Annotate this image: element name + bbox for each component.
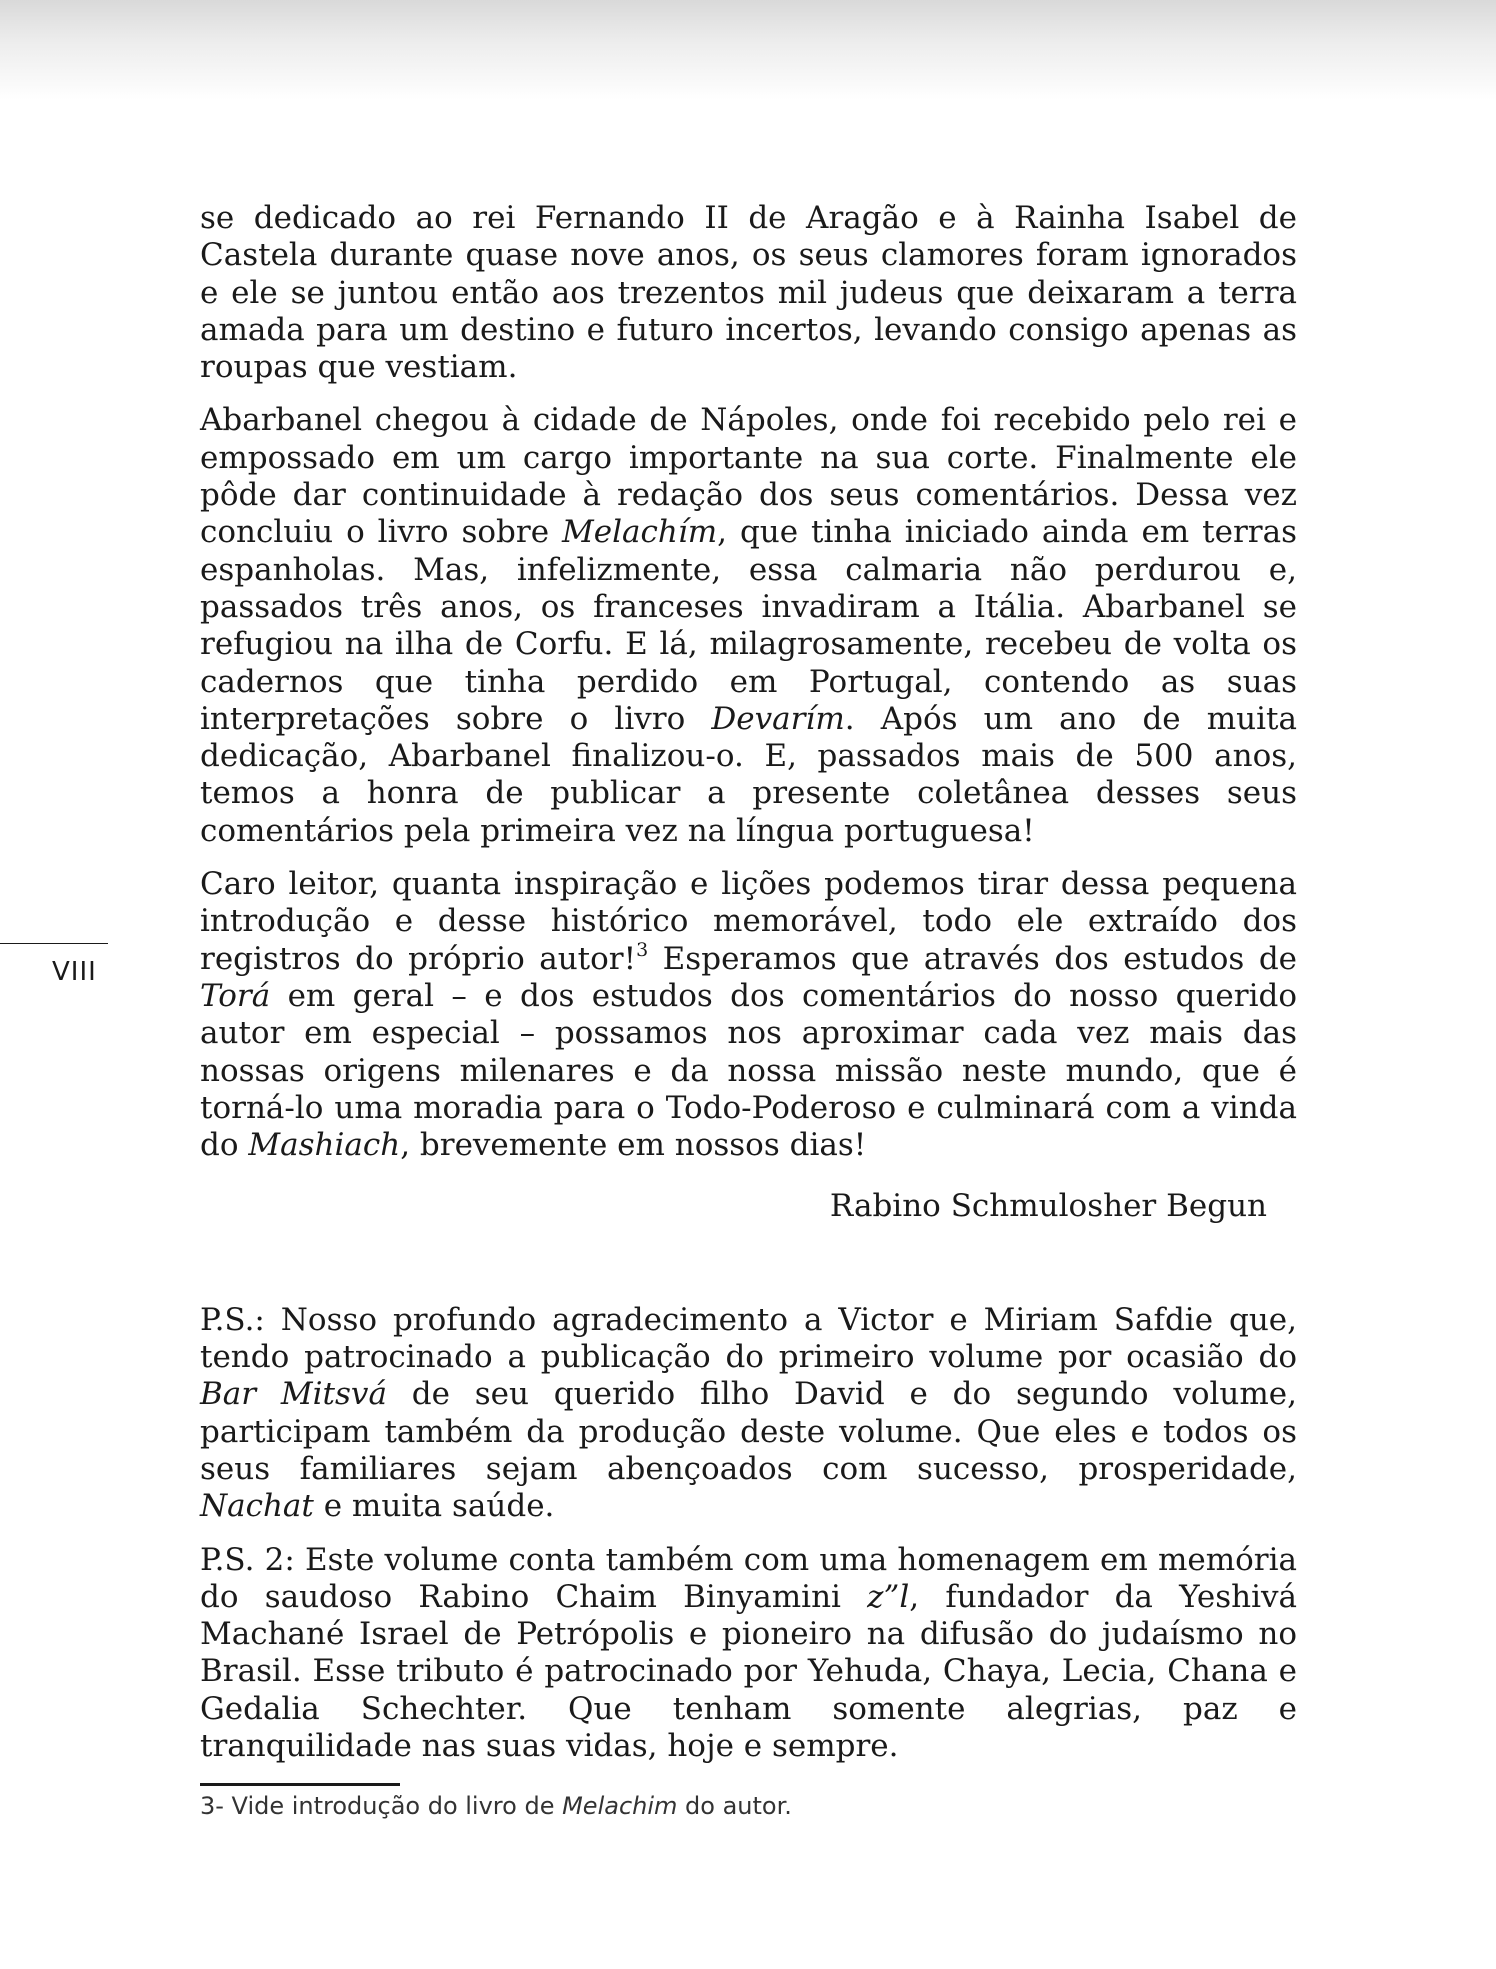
- postscript-2: P.S. 2: Este volume conta também com uma homenagem em memória do saudoso Rabino Chaim Binyamini z”l, fundador da Yeshivá Machané Israel de Petrópolis e pioneiro na difusão do judaísmo no Brasil. Esse tributo é patrocinado por Yehuda, Chaya, Lecia, Chana e Gedalia Schechter. Que tenham somente alegrias, paz e tranquilidade nas suas vidas, hoje e sempre.: [200, 1541, 1297, 1764]
- footnote: 3- Vide introdução do livro de Melachim do autor.: [200, 1792, 792, 1820]
- book-title-devarim: Devarím: [711, 700, 845, 737]
- body-paragraph-2: Abarbanel chegou à cidade de Nápoles, onde foi recebido pelo rei e empossado em um cargo importante na sua corte. Finalmente ele pôde dar continuidade à redação dos seus comentários. Dessa vez concluiu o livro sobre Melachím, que tinha iniciado ainda em terras espanholas. Mas, infelizmente, essa calmaria não perdurou e, passados três anos, os franceses invadiram a Itália. Abarbanel se refugiou na ilha de Corfu. E lá, milagrosamente, recebeu de volta os cadernos que tinha perdido em Portugal, contendo as suas interpretações sobre o livro Devarím. Após um ano de muita dedicação, Abarbanel finalizou-o. E, passados mais de 500 anos, temos a honra de publicar a presente coletânea desses seus comentários pela primeira vez na língua portuguesa!: [200, 402, 1297, 849]
- footnote-book-title: Melachim: [562, 1792, 678, 1820]
- page-body: [200, 200, 1297, 1781]
- page-number: VIII: [52, 957, 97, 987]
- postscript-1: P.S.: Nosso profundo agradecimento a Victor e Miriam Safdie que, tendo patrocinado a publicação do primeiro volume por ocasião do Bar Mitsvá de seu querido filho David e do segundo volume, participam também da produção deste volume. Que eles e todos os seus familiares sejam abençoados com sucesso, prosperidade, Nachat e muita saúde.: [200, 1301, 1297, 1525]
- footnote-rule: [200, 1783, 400, 1786]
- term-tora: Torá: [200, 977, 271, 1014]
- body-paragraph-3: Caro leitor, quanta inspiração e lições podemos tirar dessa pequena introdução e desse histórico memorável, todo ele extraído dos registros do próprio autor!$^3$ Esperamos que através dos estudos de Torá em geral – e dos estudos dos comentários do nosso querido autor em especial – possamos nos aproximar cada vez mais das nossas origens milenares e da nossa missão neste mundo, que é torná-lo uma moradia para o Todo-Poderoso e culminará com a vinda do Mashiach, brevemente em nossos dias!: [200, 866, 1298, 1164]
- book-title-melachim: Melachím: [562, 514, 718, 551]
- term-bar-mitsva: Bar Mitsvá: [200, 1376, 387, 1413]
- page-number-rule: [0, 943, 108, 944]
- term-nachat: Nachat: [200, 1488, 314, 1525]
- term-mashiach: Mashiach: [248, 1127, 401, 1164]
- body-paragraph-1: se dedicado ao rei Fernando II de Aragão e à Rainha Isabel de Castela durante quase nove anos, os seus clamores foram ignorados e ele se juntou então aos trezentos mil judeus que deixaram a terra amada para um destino e futuro incertos, levando consigo apenas as roupas que vestiam.: [200, 200, 1297, 386]
- author-signature: Rabino Schmulosher Begun: [829, 1188, 1267, 1225]
- term-zl: z”l: [867, 1578, 910, 1615]
- top-page-shadow: [0, 0, 1496, 100]
- footnote-reference[interactable]: 3: [636, 938, 649, 961]
